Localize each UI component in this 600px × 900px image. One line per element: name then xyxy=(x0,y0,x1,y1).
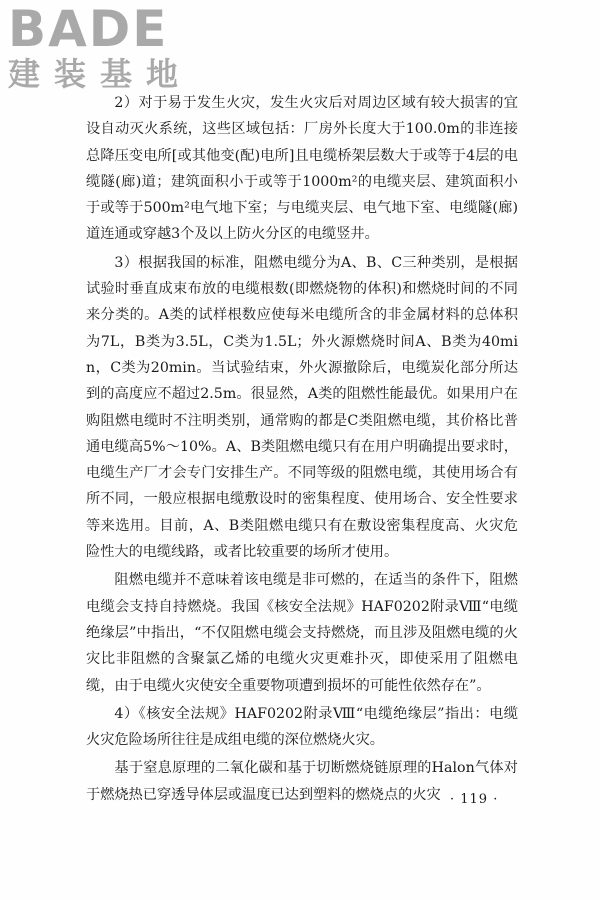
paragraph-5: 基于窒息原理的二氧化碳和基于切断燃烧链原理的Halon气体对于燃烧热已穿透导体层或温度已达到塑料的燃烧点的火灾 xyxy=(86,760,518,803)
watermark-logo xyxy=(8,0,198,93)
watermark-brand: BADE xyxy=(8,0,169,58)
page-number: · 119 · xyxy=(450,792,499,807)
paragraph-4: 4）《核安全法规》HAF0202附录Ⅷ“电缆绝缘层”指出：电缆火灾危险场所往往是成组电缆的深位燃烧火灾。 xyxy=(86,705,518,749)
page-body xyxy=(86,90,518,810)
paragraph-1: 2）对于易于发生火灾，发生火灾后对周边区域有较大损害的宜设自动灭火系统，这些区域包括：厂房外长度大于100.0m的非连接总降压变电所[或其他变(配)电所]且电缆桥架层数大于或等于4层的电缆隧(廊)道；建筑面积小于或等于1000m²的电缆夹层、建筑面积小于或等于500m²电气地下室；与电缆夹层、电气地下室、电缆隧(廊)道连通或穿越3个及以上防火分区的电缆竖井。 xyxy=(86,95,518,243)
paragraph-3: 阻燃电缆并不意味着该电缆是非可燃的，在适当的条件下，阻燃电缆会支持自持燃烧。我国《核安全法规》HAF0202附录Ⅷ“电缆绝缘层”中指出，“不仅阻燃电缆会支持燃烧，而且涉及阻燃电缆的火灾比非阻燃的含聚氯乙烯的电缆火灾更难扑灭，即使采用了阻燃电缆，由于电缆火灾使安全重要物项遭到损坏的可能性依然存在”。 xyxy=(86,572,518,694)
paragraph-2: 3）根据我国的标准，阻燃电缆分为A、B、C三种类别，是根据试验时垂直成束布放的电缆根数(即燃烧物的体积)和燃烧时间的不同来分类的。A类的试样根数应使每米电缆所含的非金属材料的总体积为7L，B类为3.5L，C类为1.5L；外火源燃烧时间A、B类为40min，C类为20min。当试验结束，外火源撤除后，电缆炭化部分所达到的高度应不超过2.5m。很显然，A类的阻燃性能最优。如果用户在购阻燃电缆时不注明类别，通常购的都是C类阻燃电缆，其价格比普通电缆高5%～10%。A、B类阻燃电缆只有在用户明确提出要求时，电缆生产厂才会专门安排生产。不同等级的阻燃电缆，其使用场合有所不同，一般应根据电缆敷设时的密集程度、使用场合、安全性要求等来选用。目前，A、B类阻燃电缆只有在敷设密集程度高、火灾危险性大的电缆线路，或者比较重要的场所才使用。 xyxy=(86,254,518,561)
watermark-subtitle: 建装基地 xyxy=(8,55,193,93)
